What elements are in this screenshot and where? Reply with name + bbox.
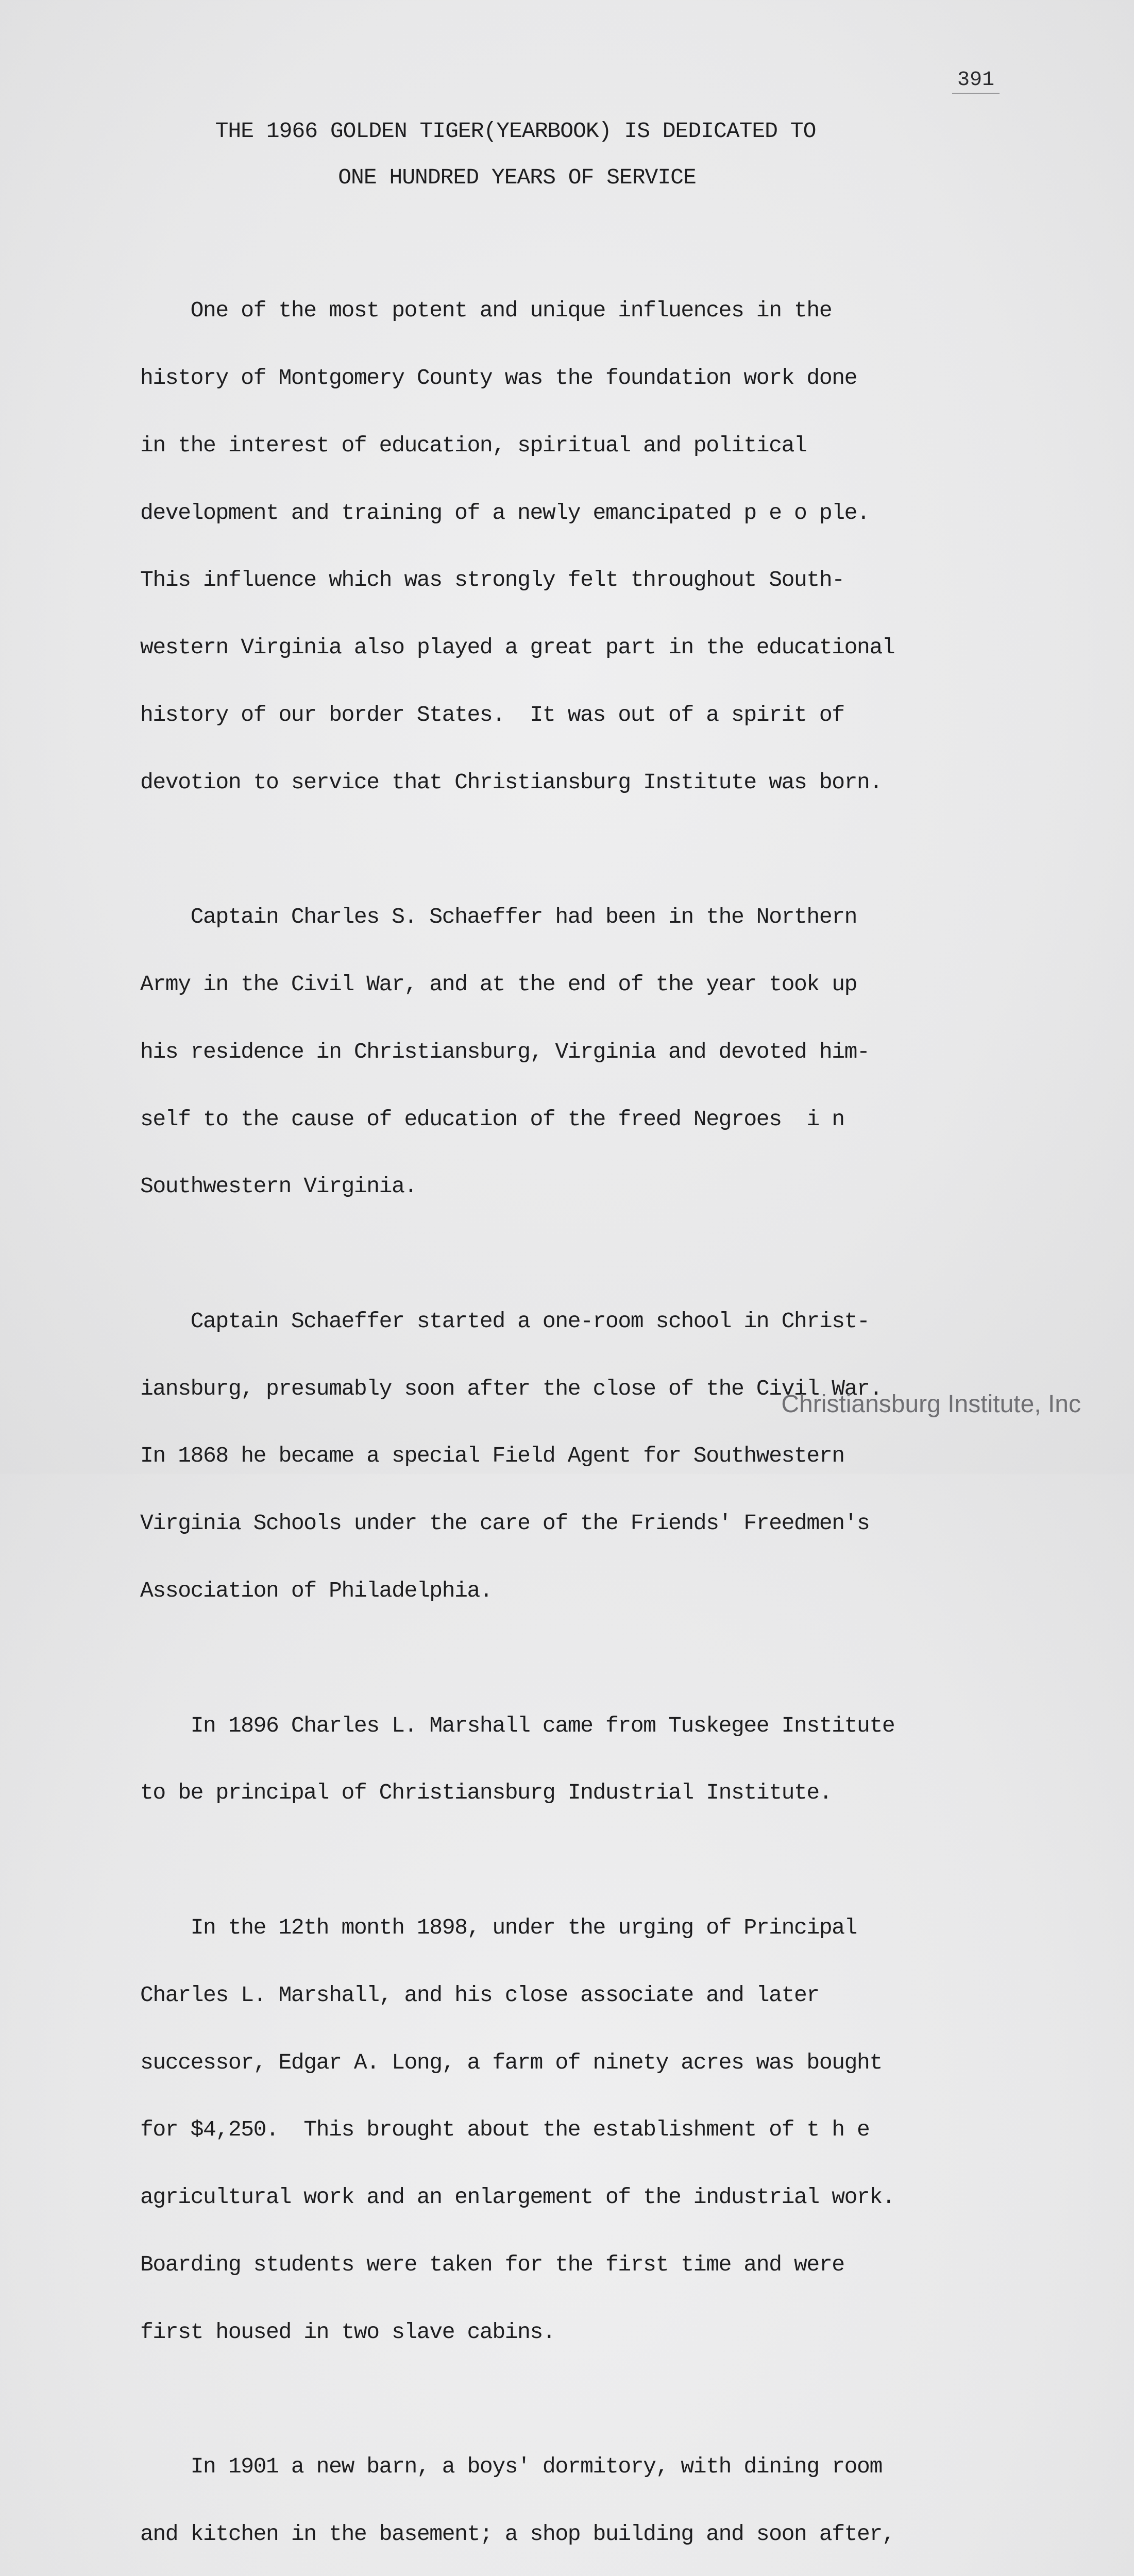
text-line: agricultural work and an enlargement of the industrial work.	[140, 2184, 895, 2210]
paragraph	[140, 861, 964, 1243]
text-line: In 1896 Charles L. Marshall came from Tuskegee Institute	[140, 1713, 895, 1738]
title-line-2: ONE HUNDRED YEARS OF SERVICE	[338, 165, 696, 190]
text-line: devotion to service that Christiansburg Institute was born.	[140, 769, 882, 795]
text-line: self to the cause of education of the freed Negroes i n	[140, 1106, 844, 1132]
text-line: In 1868 he became a special Field Agent for Southwestern	[140, 1443, 844, 1469]
text-line: Captain Charles S. Schaeffer had been in the Northern	[140, 904, 857, 930]
paragraph	[140, 255, 964, 838]
text-line: in the interest of education, spiritual and political	[140, 432, 807, 458]
text-line: Charles L. Marshall, and his close associate and later	[140, 1982, 819, 2008]
text-line: successor, Edgar A. Long, a farm of ninety acres was bought	[140, 2049, 882, 2075]
text-line: Association of Philadelphia.	[140, 1578, 493, 1604]
text-line: One of the most potent and unique influences in the	[140, 298, 832, 324]
text-line: history of our border States. It was out of a spirit of	[140, 702, 844, 727]
text-line: iansburg, presumably soon after the close of the Civil War.	[140, 1376, 882, 1401]
paragraph	[140, 1669, 964, 1849]
text-line: development and training of a newly emancipated p e o ple.	[140, 500, 870, 526]
text-line: In 1901 a new barn, a boys' dormitory, with dining room	[140, 2454, 882, 2480]
watermark: Christiansburg Institute, Inc	[781, 1391, 1081, 1418]
text-line: This influence which was strongly felt throughout South-	[140, 567, 844, 593]
paragraph	[140, 1265, 964, 1647]
text-line: for $4,250. This brought about the establishment of t h e	[140, 2117, 870, 2143]
text-line: Southwestern Virginia.	[140, 1174, 417, 1199]
page-number: 391	[952, 68, 1000, 94]
text-line: to be principal of Christiansburg Industrial Institute.	[140, 1780, 832, 1806]
text-line: Captain Schaeffer started a one-room school in Christ-	[140, 1308, 870, 1334]
text-line: his residence in Christiansburg, Virginia and devoted him-	[140, 1039, 870, 1064]
title-line-1: THE 1966 GOLDEN TIGER(YEARBOOK) IS DEDICATED TO	[215, 118, 816, 144]
text-line: first housed in two slave cabins.	[140, 2319, 555, 2345]
text-line: and kitchen in the basement; a shop building and soon after,	[140, 2521, 895, 2547]
text-line: Boarding students were taken for the first time and were	[140, 2251, 844, 2277]
text-line: western Virginia also played a great part in the educational	[140, 635, 895, 660]
paragraph	[140, 2411, 964, 2576]
text-line: history of Montgomery County was the foundation work done	[140, 365, 857, 391]
text-line: In the 12th month 1898, under the urging of Principal	[140, 1914, 857, 1940]
paragraph	[140, 1872, 964, 2388]
text-line: Virginia Schools under the care of the Friends' Freedmen's	[140, 1511, 870, 1536]
text-line: Army in the Civil War, and at the end of the year took up	[140, 972, 857, 997]
